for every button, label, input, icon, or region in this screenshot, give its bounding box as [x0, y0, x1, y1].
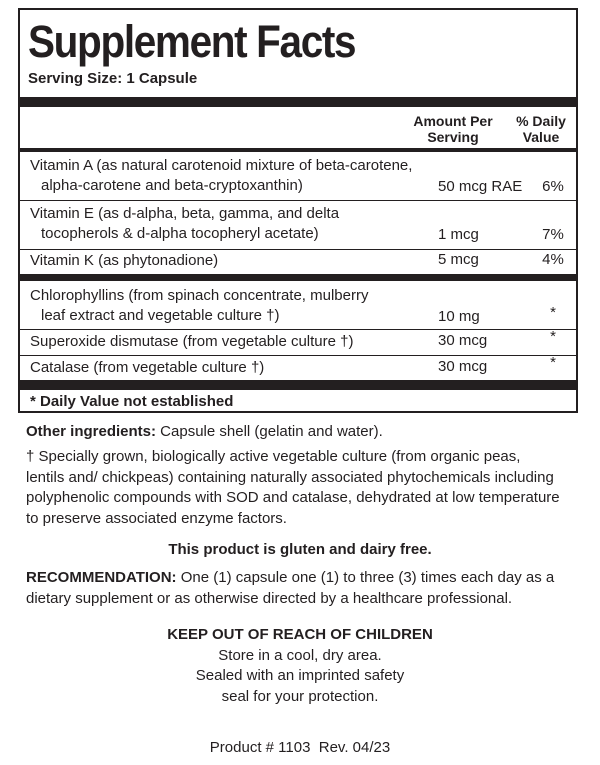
nutrient-amount: 1 mcg — [438, 226, 479, 243]
ingredient-name: Catalase (from vegetable culture †) — [30, 359, 265, 376]
product-number: Product # 1103 Rev. 04/23 — [209, 739, 391, 756]
nutrient-name: Vitamin K (as phytonadione) — [30, 252, 219, 269]
header-divider — [20, 148, 576, 152]
row-divider — [20, 249, 576, 250]
thick-divider — [20, 97, 576, 107]
ingredient-name: Chlorophyllins (from spinach concentrate, mulberry leaf extract and vegetable culture †) — [30, 287, 369, 324]
nutrient-daily-value: 7% — [542, 226, 564, 243]
ingredient-amount: 30 mcg — [438, 358, 488, 375]
recommendation: RECOMMENDATION: One (1) capsule one (1) to three (3) times each day as a dietary supplement or as otherwise directed by a healthcare professional. — [26, 569, 555, 607]
nutrient-name: Vitamin E (as d-alpha, beta, gamma, and delta tocopherols & d-alpha tocopheryl acetate) — [30, 205, 340, 242]
warning-title: KEEP OUT OF REACH OF CHILDREN — [167, 626, 433, 643]
storage-warning: KEEP OUT OF REACH OF CHILDREN Store in a cool, dry area. Sealed with an imprinted safety seal for your protection. — [0, 625, 600, 707]
daily-value-footnote: * Daily Value not established — [30, 393, 234, 410]
supplement-facts-panel — [18, 8, 578, 413]
serving-size: Serving Size: 1 Capsule — [28, 70, 198, 87]
ingredient-name: Superoxide dismutase (from vegetable culture †) — [30, 333, 354, 350]
other-ingredients: Other ingredients: Capsule shell (gelatin and water). — [26, 423, 383, 440]
row-divider — [20, 329, 576, 330]
thick-divider — [20, 380, 576, 390]
ingredient-amount: 10 mg — [438, 308, 480, 325]
row-divider — [20, 355, 576, 356]
nutrient-daily-value: 4% — [542, 251, 564, 268]
daily-value-header: % Daily Value — [516, 113, 566, 145]
ingredient-daily-value: * — [550, 328, 556, 345]
row-divider — [20, 200, 576, 201]
nutrient-amount: 5 mcg — [438, 251, 479, 268]
amount-per-serving-header: Amount Per Serving — [413, 113, 493, 145]
ingredient-amount: 30 mcg — [438, 332, 488, 349]
ingredient-daily-value: * — [550, 304, 556, 321]
panel-title: Supplement Facts — [28, 16, 356, 67]
section-divider — [20, 274, 576, 281]
nutrient-daily-value: 6% — [542, 178, 564, 195]
nutrient-amount: 50 mcg RAE — [438, 178, 523, 195]
vegetable-culture-note: † Specially grown, biologically active vegetable culture (from organic peas, lentils and/ chickpeas) containing naturally associated phytochemicals including polyphenolic compounds with SOD and catalase, dehydrated at low temperature to preserve associated enzyme factors. — [26, 448, 560, 527]
nutrient-name: Vitamin A (as natural carotenoid mixture of beta-carotene, alpha-carotene and beta-cryptoxanthin) — [30, 157, 413, 194]
gluten-free-statement: This product is gluten and dairy free. — [168, 541, 432, 558]
ingredient-daily-value: * — [550, 354, 556, 371]
